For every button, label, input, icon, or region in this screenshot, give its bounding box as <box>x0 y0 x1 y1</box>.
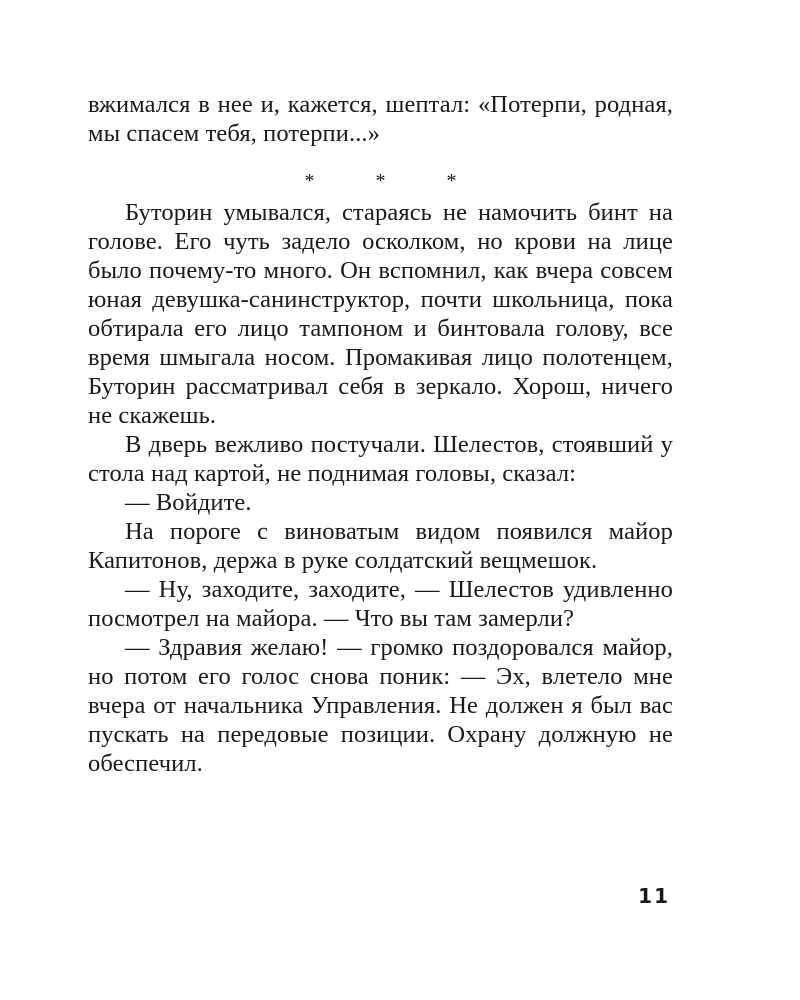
page-body <box>88 90 673 778</box>
section-separator: * * * <box>304 170 485 192</box>
paragraph-6: — Здравия желаю! — громко поздоровался майор, но потом его голос снова поник: — Эх, влетело мне вчера от начальника Управления. Не должен я был вас пускать на передовые позиции. Охрану должную не обеспечил. <box>88 634 673 777</box>
paragraph-continuation: вжимался в нее и, кажется, шептал: «Потерпи, родная, мы спасем тебя, потерпи...» <box>88 91 673 147</box>
page-number: 11 <box>638 884 670 908</box>
paragraph-3: — Войдите. <box>125 489 252 516</box>
paragraph-5: — Ну, заходите, заходите, — Шелестов удивленно посмотрел на майора. — Что вы там замерли? <box>88 576 673 632</box>
paragraph-4: На пороге с виноватым видом появился майор Капитонов, держа в руке солдатский вещмешок. <box>88 518 673 574</box>
paragraph-2: В дверь вежливо постучали. Шелестов, стоявший у стола над картой, не поднимая головы, сказал: <box>88 431 673 487</box>
paragraph-1: Буторин умывался, стараясь не намочить бинт на голове. Его чуть задело осколком, но крови на лице было почему-то много. Он вспомнил, как вчера совсем юная девушка-санинструктор, почти школьница, пока обтирала его лицо тампоном и бинтовала голову, все время шмыгала носом. Промакивая лицо полотенцем, Буторин рассматривал себя в зеркало. Хорош, ничего не скажешь. <box>88 199 673 429</box>
